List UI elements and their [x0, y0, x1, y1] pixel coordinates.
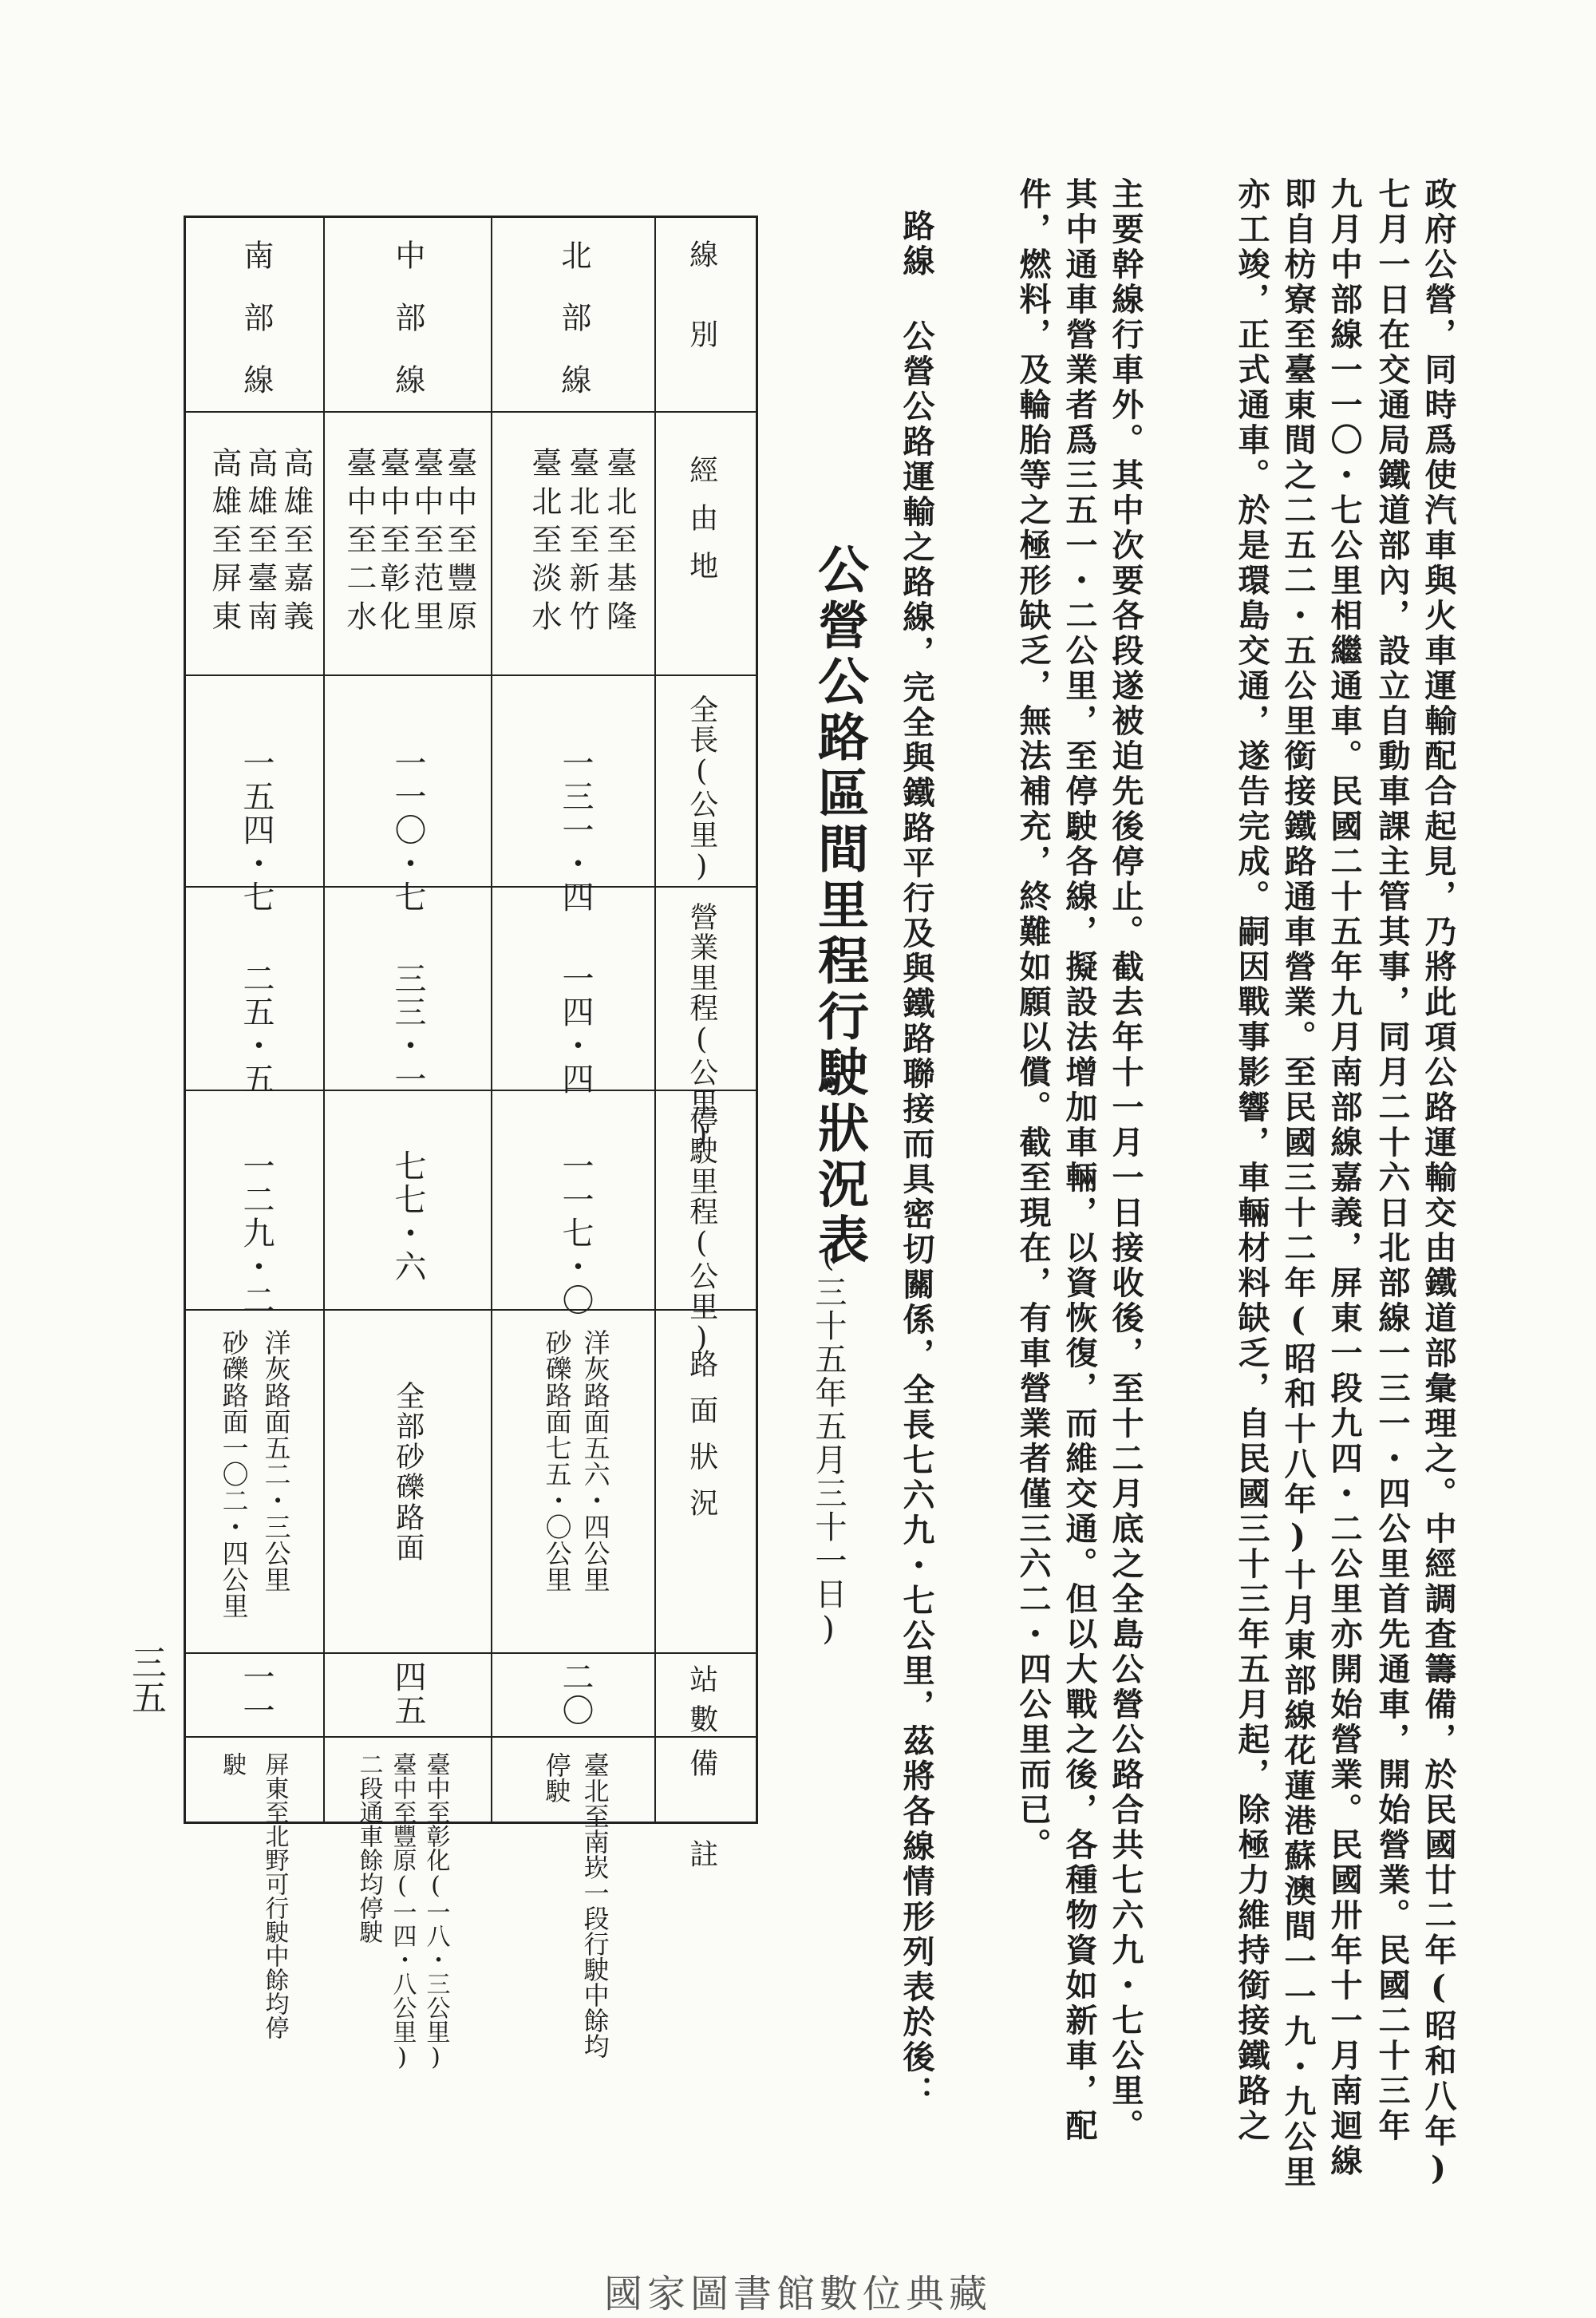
- row-north-operating: 一四・四: [557, 962, 594, 1096]
- row-north-line: 北部線: [555, 239, 591, 426]
- route-table: [184, 216, 758, 2071]
- table-divider: [654, 216, 656, 1824]
- row-south-line: 南部線: [238, 239, 274, 426]
- row-central-remarks: 臺中至豐原(一四・八公里): [388, 1752, 417, 2071]
- header-suspended: 停駛里程(公里): [685, 1106, 718, 1356]
- prose-line: 其中通車營業者爲三五一・二公里，至停駛各線，擬設法增加車輛，以資恢復，而維交通。但以大戰之後，各種物資如新車，配: [1061, 177, 1098, 2144]
- row-south-operating: 二五・五: [238, 962, 275, 1096]
- row-central-route: 臺中至彰化: [374, 447, 410, 639]
- row-north-stations: 二〇: [557, 1660, 594, 1727]
- row-north-route: 臺北至淡水: [526, 447, 562, 639]
- row-central-surface: 全部砂礫路面: [391, 1381, 425, 1563]
- header-total-length: 全長(公里): [685, 694, 718, 884]
- header-operating: 營業里程(公里): [685, 902, 718, 1153]
- row-central-route: 臺中至豐原: [441, 447, 477, 639]
- header-surface: 路面狀況: [685, 1349, 718, 1534]
- prose-line: 即自枋寮至臺東間之二五二・五公里銜接鐵路通車營業。至民國三十二年(昭和十八年)十月東部線花蓮港蘇澳間一一九・九公里: [1279, 177, 1317, 2190]
- row-south-remarks: 駛: [218, 1752, 247, 1776]
- row-south-remarks: 屏東至北野可行駛中餘均停: [260, 1752, 289, 2039]
- prose-line: 政府公營，同時爲使汽車與火車運輸配合起見，乃將此項公路運輸交由鐵道部彙理之。中經調査籌備，於民國廿二年(昭和八年): [1420, 177, 1457, 2190]
- row-central-remarks: 二段通車餘均停駛: [354, 1752, 383, 1944]
- header-stations: 站數: [685, 1664, 718, 1744]
- row-central-stations: 四五: [389, 1660, 426, 1727]
- section-line: 公營公路運輸之路線，完全與鐵路平行及與鐵路聯接而具密切關係，全長七六九・七公里，茲將各線情形列表於後：: [898, 319, 935, 2110]
- table-title: 公營公路區間里程行駛狀況表: [809, 543, 869, 1269]
- table-divider: [323, 216, 325, 1824]
- table-divider: [491, 216, 492, 1824]
- prose-line: 九月中部線一一〇・七公里相繼通車。民國二十五年九月南部線嘉義，屏東一段九四・二公里亦開始營業。民國卅年十一月南迴線: [1325, 177, 1363, 2179]
- prose-line: 亦工竣，正式通車。於是環島交通，遂告完成。嗣因戰事影響，車輛材料缺乏，自民國三十三年五月起，除極力維持銜接鐵路之: [1233, 177, 1270, 2144]
- row-south-suspended: 一二九・二: [238, 1149, 275, 1317]
- header-line: 線 別: [685, 239, 718, 359]
- table-date: (三十五年五月三十一日): [810, 1237, 847, 1649]
- row-south-route: 高雄至屏東: [206, 447, 242, 639]
- header-remarks: 備 註: [685, 1748, 718, 1869]
- table-border-top: [184, 216, 758, 218]
- row-south-stations: 一一: [238, 1660, 275, 1727]
- footer-watermark: 國家圖書館數位典藏: [603, 2272, 992, 2316]
- row-central-total: 一一〇・七: [389, 746, 426, 914]
- row-central-suspended: 七七・六: [389, 1149, 426, 1284]
- header-route: 經由地: [685, 455, 718, 599]
- page-number: 三五: [125, 1644, 166, 1715]
- row-central-operating: 三三・一: [389, 962, 426, 1096]
- row-north-suspended: 一一七・〇: [557, 1149, 594, 1317]
- row-south-route: 高雄至臺南: [242, 447, 278, 639]
- row-central-route: 臺中至范里: [408, 447, 444, 639]
- table-divider: [184, 1652, 758, 1654]
- table-border-right: [756, 216, 758, 1824]
- prose-line: 七月一日在交通局鐵道部內，設立自動車課主管其事，同月二十六日北部線一三一・四公里首先通車，開始營業。民國二十三年: [1373, 177, 1411, 2144]
- prose-line: 件，燃料，及輪胎等之極形缺乏，無法補充，終難如願以償。截至現在，有車營業者僅三六二・四公里而已。: [1014, 177, 1052, 1863]
- row-north-route: 臺北至新竹: [563, 447, 599, 639]
- section-heading: 路線: [898, 209, 935, 279]
- row-north-remarks: 臺北至南崁一段行駛中餘均: [579, 1752, 610, 2059]
- row-north-route: 臺北至基隆: [601, 447, 637, 639]
- row-south-total: 一五四・七: [238, 746, 275, 914]
- row-north-surface: 洋灰路面五六・四公里: [579, 1329, 611, 1592]
- table-divider: [184, 1736, 758, 1738]
- row-south-surface: 洋灰路面五二・三公里: [260, 1329, 292, 1592]
- row-north-remarks: 停駛: [541, 1752, 572, 1803]
- row-north-surface: 砂礫路面七五・〇公里: [541, 1329, 573, 1592]
- row-south-surface: 砂礫路面一〇二・四公里: [218, 1329, 250, 1619]
- row-central-remarks: 臺中至彰化(一八・三公里): [421, 1752, 450, 2071]
- table-border-left: [184, 216, 186, 1824]
- prose-line: 主要幹線行車外。其中次要各段遂被迫先後停止。截去年十一月一日接收後，至十二月底之全島公營公路合共七六九・七公里。: [1107, 177, 1144, 2144]
- row-north-total: 一三一・四: [557, 746, 594, 914]
- row-central-route: 臺中至二水: [341, 447, 377, 639]
- row-central-line: 中部線: [389, 239, 425, 426]
- row-south-route: 高雄至嘉義: [278, 447, 314, 639]
- table-divider: [184, 674, 758, 676]
